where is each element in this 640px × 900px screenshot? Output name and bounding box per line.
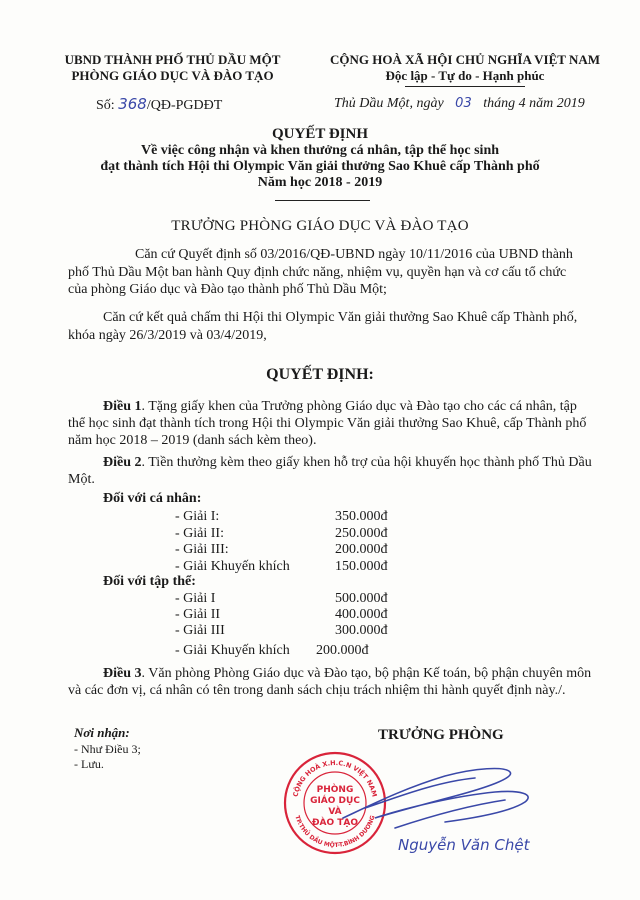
subject-line-2: đạt thành tích Hội thi Olympic Văn giải thưởng Sao Khuê cấp Thành phố: [100, 159, 540, 174]
decision-heading: QUYẾT ĐỊNH:: [266, 366, 374, 383]
agency-name: UBND THÀNH PHỐ THỦ DẦU MỘT: [64, 52, 281, 67]
document-date: Thủ Dầu Một, ngày 03 tháng 4 năm 2019: [334, 96, 585, 111]
preamble-2-line-2: khóa ngày 26/3/2019 và 03/4/2019,: [68, 328, 267, 343]
recipients-heading: Nơi nhận:: [74, 725, 130, 740]
signer-name: Nguyễn Văn Chệt: [398, 836, 530, 854]
prize-label: - Giải II:: [175, 526, 224, 541]
stamp-center-line-1: PHÒNG: [316, 785, 354, 795]
prize-amount: 200.000đ: [335, 542, 388, 557]
prize-amount: 300.000đ: [335, 623, 388, 638]
prize-label: - Giải Khuyến khích: [175, 643, 290, 658]
national-motto: Độc lập - Tự do - Hạnh phúc: [385, 68, 545, 83]
preamble-1-line-2: phố Thủ Dầu Một ban hành Quy định chức năng, nhiệm vụ, quyền hạn và cơ cấu tổ chức: [68, 265, 567, 280]
stamp-center-line-2: GIÁO DỤC: [310, 796, 360, 806]
article-1-line-1: Điều 1. Tặng giấy khen của Trưởng phòng Giáo dục và Đào tạo cho các cá nhân, tập: [103, 399, 577, 414]
national-title: CỘNG HOÀ XÃ HỘI CHỦ NGHĨA VIỆT NAM: [329, 52, 601, 67]
prize-label: - Giải I:: [175, 509, 220, 524]
stamp-center-line-3: VÀ: [328, 807, 342, 817]
prize-amount: 250.000đ: [335, 526, 388, 541]
prize-amount: 350.000đ: [335, 509, 388, 524]
handwritten-signature: [335, 748, 565, 843]
preamble-2-line-1: Căn cứ kết quả chấm thi Hội thi Olympic Văn giải thưởng Sao Khuê cấp Thành phố,: [103, 310, 578, 325]
recipient-item: - Lưu.: [74, 757, 104, 771]
title-underline: [275, 200, 370, 201]
prize-amount: 150.000đ: [335, 559, 388, 574]
article-1-line-2: thể học sinh đạt thành tích trong Hội thi Olympic Văn giải thưởng Sao Khuê, cấp Thành phố: [68, 416, 587, 431]
prize-amount: 200.000đ: [316, 643, 369, 658]
document-number: Số: 368/QĐ-PGDĐT: [96, 95, 223, 113]
article-2-line-2: Một.: [68, 472, 95, 487]
prize-label: - Giải III: [175, 623, 225, 638]
stamp-outer-bottom: TP.THỦ DẦU MỘT-T.BÌNH DƯƠNG: [293, 814, 377, 850]
preamble-1-line-1: Căn cứ Quyết định số 03/2016/QĐ-UBND ngày 10/11/2016 của UBND thành: [135, 247, 573, 262]
issuing-authority: TRƯỞNG PHÒNG GIÁO DỤC VÀ ĐÀO TẠO: [171, 218, 469, 234]
subject-line-1: Về việc công nhận và khen thưởng cá nhân, tập thể học sinh: [140, 143, 500, 158]
motto-underline: [405, 86, 525, 87]
recipient-item: - Như Điều 3;: [74, 742, 141, 756]
document-title: QUYẾT ĐỊNH: [272, 126, 368, 142]
department-name: PHÒNG GIÁO DỤC VÀ ĐÀO TẠO: [71, 68, 274, 83]
signer-title: TRƯỞNG PHÒNG: [378, 727, 504, 743]
article-3-line-1: Điều 3. Văn phòng Phòng Giáo dục và Đào tạo, bộ phận Kế toán, bộ phận chuyên môn: [103, 666, 592, 681]
group-heading: Đối với tập thể:: [103, 574, 196, 589]
prize-label: - Giải III:: [175, 542, 229, 557]
individual-heading: Đối với cá nhân:: [103, 491, 202, 506]
article-3-line-2: và các đơn vị, cá nhân có tên trong danh sách chịu trách nhiệm thi hành quyết định này./.: [68, 683, 566, 698]
article-1-line-3: năm học 2018 – 2019 (danh sách kèm theo).: [68, 433, 317, 448]
prize-label: - Giải II: [175, 607, 221, 622]
prize-amount: 500.000đ: [335, 591, 388, 606]
stamp-center-line-4: ĐÀO TẠO: [311, 818, 359, 828]
prize-label: - Giải Khuyến khích: [175, 559, 290, 574]
prize-amount: 400.000đ: [335, 607, 388, 622]
stamp-outer-top: CỘNG HOÀ X.H.C.N VIỆT NAM: [291, 758, 379, 798]
school-year: Năm học 2018 - 2019: [257, 175, 383, 190]
prize-label: - Giải I: [175, 591, 216, 606]
article-2-line-1: Điều 2. Tiền thưởng kèm theo giấy khen hỗ trợ của hội khuyến học thành phố Thủ Dầu: [103, 455, 592, 470]
preamble-1-line-3: của phòng Giáo dục và Đào tạo thành phố Thủ Dầu Một;: [68, 282, 387, 297]
